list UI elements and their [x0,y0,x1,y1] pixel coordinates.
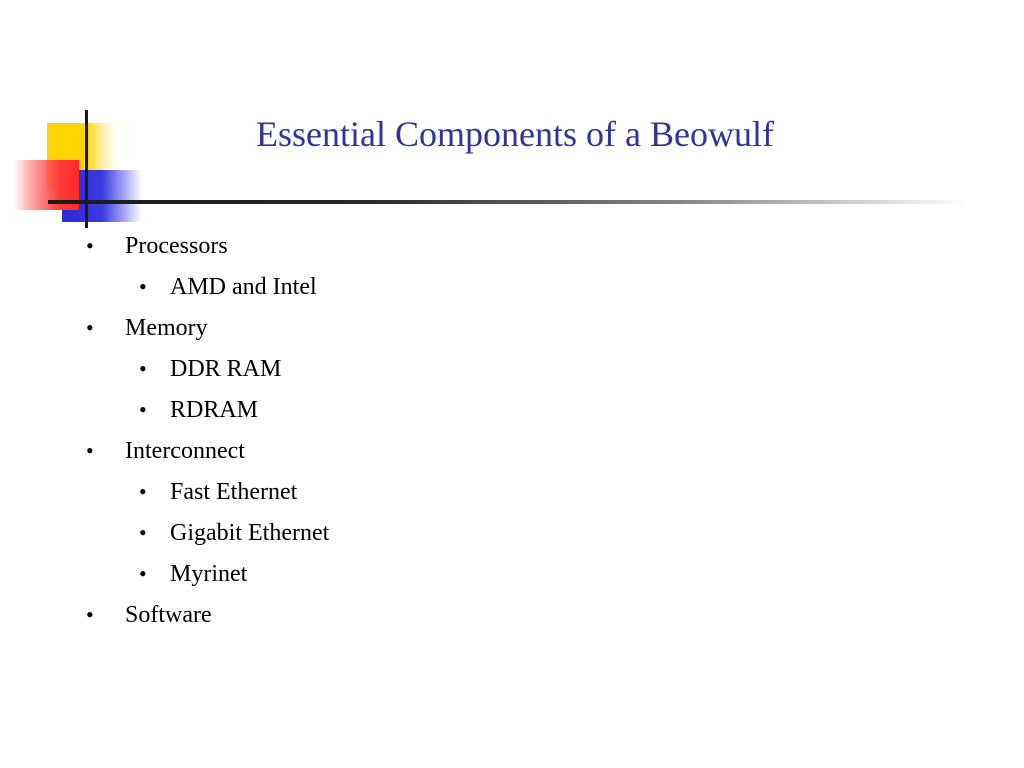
list-item [86,269,886,310]
bullet-icon: • [139,561,147,586]
bullet-icon: • [139,479,147,504]
list-item [86,310,886,351]
bullet-icon: • [139,274,147,299]
list-item-text: RDRAM [170,397,259,423]
list-item-text: Fast Ethernet [170,479,298,505]
bullet-icon: • [86,315,94,340]
list-item-text: DDR RAM [170,356,282,382]
bullet-icon: • [86,602,94,627]
bullet-icon: • [139,356,147,381]
bullet-icon: • [139,397,147,422]
list-item-text: Software [125,602,212,628]
list-item [86,556,886,597]
list-item [86,597,886,638]
bullet-icon: • [86,438,94,463]
list-item-text: Interconnect [125,438,245,464]
bullet-icon: • [86,233,94,258]
list-item [86,228,886,269]
list-item [86,392,886,433]
logo-vertical-line [85,110,88,228]
title-underline-rule [48,200,968,204]
bullet-list [86,228,886,638]
slide-logo-decoration [0,0,150,240]
list-item [86,474,886,515]
list-item-text: Gigabit Ethernet [170,520,330,546]
list-item [86,351,886,392]
list-item [86,515,886,556]
list-item-text: Processors [125,233,228,259]
list-item-text: Myrinet [170,561,248,587]
list-item-text: Memory [125,315,208,341]
list-item [86,433,886,474]
list-item-text: AMD and Intel [170,274,317,300]
bullet-icon: • [139,520,147,545]
slide-title: Essential Components of a Beowulf [256,114,774,154]
